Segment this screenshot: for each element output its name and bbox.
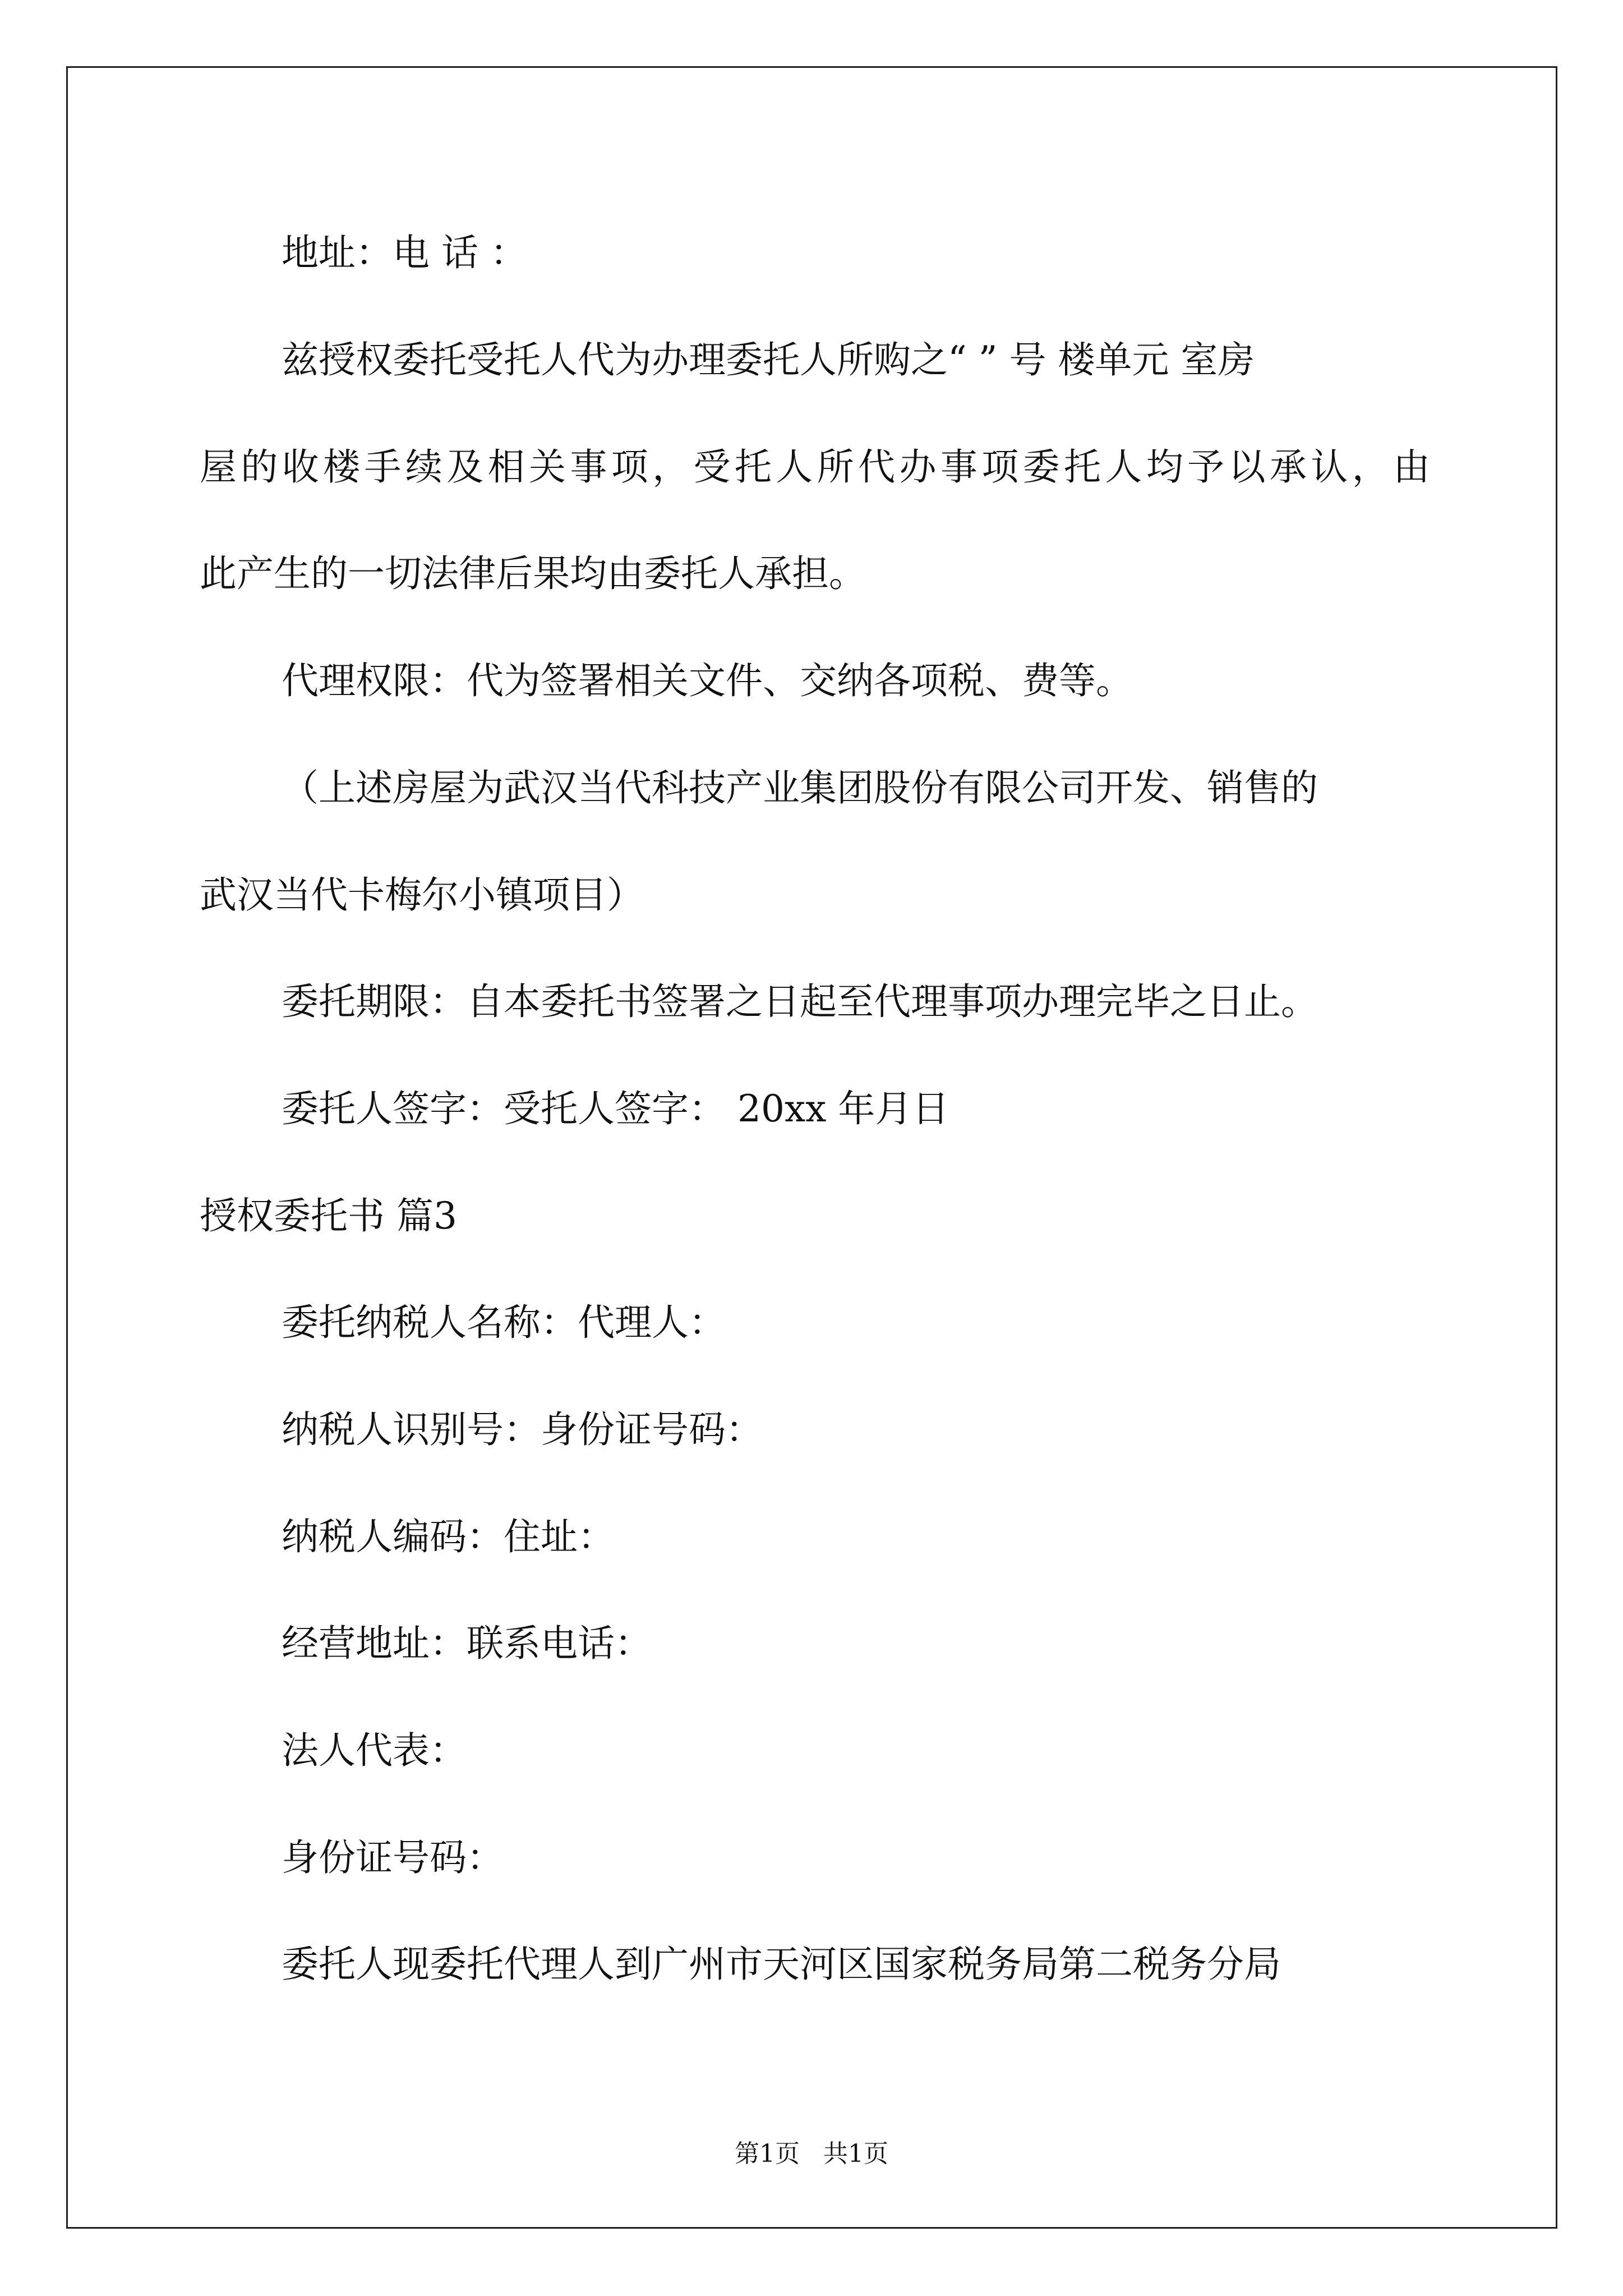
authorization-paragraph-line-1: 兹授权委托受托人代为办理委托人所购之“ ” 号 楼单元 室房 — [282, 338, 1255, 381]
authorization-paragraph-line-3: 此产生的一切法律后果均由委托人承担。 — [200, 552, 866, 595]
section-heading: 授权委托书 篇3 — [200, 1194, 457, 1237]
taxpayer-name-agent-line: 委托纳税人名称：代理人： — [282, 1301, 726, 1344]
property-note-line-1: （上述房屋为武汉当代科技产业集团股份有限公司开发、销售的 — [282, 766, 1318, 809]
business-address-line: 经营地址：联系电话： — [282, 1622, 652, 1665]
taxpayer-id-line: 纳税人识别号：身份证号码： — [282, 1408, 763, 1451]
page-footer: 第1页 共1页 — [735, 2139, 888, 2168]
page-border — [66, 66, 1557, 2229]
entrustment-statement-line: 委托人现委托代理人到广州市天河区国家税务局第二税务分局 — [282, 1943, 1281, 1986]
authorization-paragraph-line-2: 屋的收楼手续及相关事项，受托人所代办事项委托人均予以承认，由 — [200, 445, 1430, 489]
signature-date-line: 委托人签字：受托人签字： 20xx 年月日 — [282, 1087, 949, 1130]
id-number-line: 身份证号码： — [282, 1836, 504, 1879]
entrustment-period-line: 委托期限：自本委托书签署之日起至代理事项办理完毕之日止。 — [282, 980, 1318, 1023]
taxpayer-code-line: 纳税人编码：住址： — [282, 1515, 615, 1558]
legal-representative-line: 法人代表： — [282, 1729, 467, 1772]
property-note-line-2: 武汉当代卡梅尔小镇项目） — [200, 873, 644, 917]
address-phone-line: 地址：电 话 ： — [282, 231, 527, 274]
agency-scope-line: 代理权限：代为签署相关文件、交纳各项税、费等。 — [282, 659, 1133, 702]
